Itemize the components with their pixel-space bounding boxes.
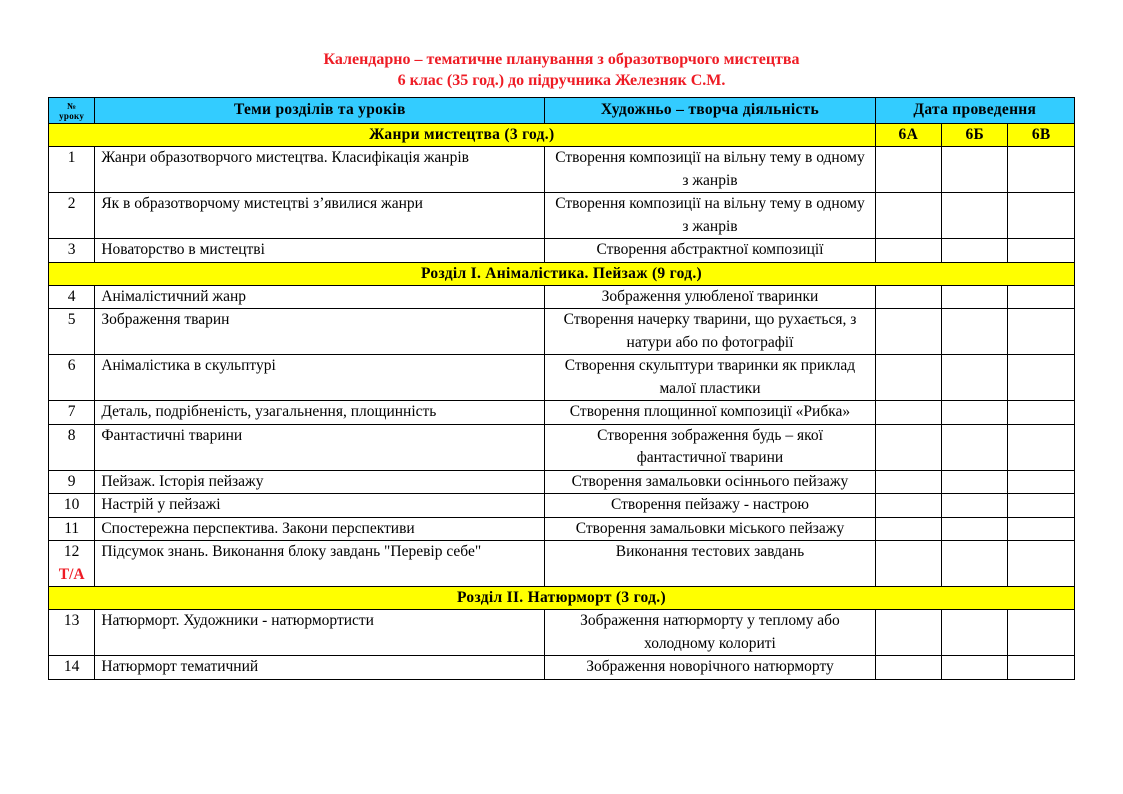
topics-header: Теми розділів та уроків <box>95 98 545 124</box>
class-header-6v: 6В <box>1008 124 1075 147</box>
lesson-topic: Деталь, подрібненість, узагальнення, площинність <box>95 401 545 425</box>
lesson-number: 4 <box>49 285 95 309</box>
date-cell[interactable] <box>1008 193 1075 239</box>
lesson-number-header <box>49 98 95 124</box>
date-cell[interactable] <box>1008 309 1075 355</box>
lesson-activity: Створення композиції на вільну тему в одному з жанрів <box>545 193 875 239</box>
lesson-number: 8 <box>49 424 95 470</box>
lesson-topic: Анімалістичний жанр <box>95 285 545 309</box>
date-cell[interactable] <box>1008 355 1075 401</box>
lesson-number: 9 <box>49 470 95 494</box>
lesson-number: 2 <box>49 193 95 239</box>
lesson-activity: Створення пейзажу - настрою <box>545 494 875 518</box>
table-row <box>49 424 1075 470</box>
activity-header: Художньо – творча діяльність <box>545 98 875 124</box>
date-cell[interactable] <box>1008 285 1075 309</box>
lesson-number: 10 <box>49 494 95 518</box>
date-cell[interactable] <box>875 239 941 263</box>
date-cell[interactable] <box>942 309 1008 355</box>
table-row <box>49 494 1075 518</box>
lesson-activity: Створення площинної композиції «Рибка» <box>545 401 875 425</box>
lesson-number <box>49 541 95 587</box>
lesson-topic: Фантастичні тварини <box>95 424 545 470</box>
table-row <box>49 239 1075 263</box>
lesson-activity: Створення абстрактної композиції <box>545 239 875 263</box>
date-cell[interactable] <box>875 494 941 518</box>
lesson-topic: Спостережна перспектива. Закони перспективи <box>95 517 545 541</box>
lesson-activity: Зображення новорічного натюрморту <box>545 656 875 680</box>
lesson-topic: Пейзаж. Історія пейзажу <box>95 470 545 494</box>
lesson-number: 13 <box>49 610 95 656</box>
date-cell[interactable] <box>1008 470 1075 494</box>
date-cell[interactable] <box>875 470 941 494</box>
table-row <box>49 517 1075 541</box>
lesson-number: 6 <box>49 355 95 401</box>
date-cell[interactable] <box>942 517 1008 541</box>
lesson-topic: Новаторство в мистецтві <box>95 239 545 263</box>
lesson-topic: Зображення тварин <box>95 309 545 355</box>
section-row <box>49 124 1075 147</box>
table-row <box>49 610 1075 656</box>
date-cell[interactable] <box>875 401 941 425</box>
date-cell[interactable] <box>942 541 1008 587</box>
date-cell[interactable] <box>1008 147 1075 193</box>
section-title: Розділ І. Анімалістика. Пейзаж (9 год.) <box>49 262 1075 285</box>
date-cell[interactable] <box>875 309 941 355</box>
date-cell[interactable] <box>942 610 1008 656</box>
lesson-activity: Створення замальовки міського пейзажу <box>545 517 875 541</box>
lesson-topic: Як в образотворчому мистецтві з’явилися жанри <box>95 193 545 239</box>
lesson-number: 5 <box>49 309 95 355</box>
document-title-line-1: Календарно – тематичне планування з образотворчого мистецтва <box>323 51 800 68</box>
date-cell[interactable] <box>1008 494 1075 518</box>
lesson-topic: Настрій у пейзажі <box>95 494 545 518</box>
date-cell[interactable] <box>875 285 941 309</box>
date-cell[interactable] <box>875 541 941 587</box>
date-cell[interactable] <box>942 147 1008 193</box>
lesson-number: 1 <box>49 147 95 193</box>
date-cell[interactable] <box>1008 401 1075 425</box>
date-cell[interactable] <box>875 424 941 470</box>
section-title: Розділ ІІ. Натюрморт (3 год.) <box>49 587 1075 610</box>
section-row <box>49 587 1075 610</box>
lesson-number: 3 <box>49 239 95 263</box>
section-row <box>49 262 1075 285</box>
table-row <box>49 656 1075 680</box>
lesson-activity: Зображення улюбленої тваринки <box>545 285 875 309</box>
date-cell[interactable] <box>1008 239 1075 263</box>
date-cell[interactable] <box>875 610 941 656</box>
date-cell[interactable] <box>1008 517 1075 541</box>
lesson-topic: Натюрморт. Художники - натюрмортисти <box>95 610 545 656</box>
lesson-topic: Підсумок знань. Виконання блоку завдань "Перевір себе" <box>95 541 545 587</box>
date-cell[interactable] <box>942 401 1008 425</box>
table-row <box>49 309 1075 355</box>
date-cell[interactable] <box>942 285 1008 309</box>
table-row <box>49 193 1075 239</box>
lesson-number-header-label: уроку <box>59 110 85 121</box>
lesson-number: 7 <box>49 401 95 425</box>
date-cell[interactable] <box>942 494 1008 518</box>
document-title-line-2: 6 клас (35 год.) до підручника Железняк С.М. <box>397 72 726 89</box>
date-cell[interactable] <box>1008 656 1075 680</box>
assessment-mark: Т/А <box>58 565 85 583</box>
date-cell[interactable] <box>875 656 941 680</box>
planning-table <box>48 97 1075 680</box>
lesson-activity: Створення начерку тварини, що рухається, з натури або по фотографії <box>545 309 875 355</box>
date-cell[interactable] <box>942 355 1008 401</box>
lesson-topic: Анімалістика в скульптурі <box>95 355 545 401</box>
date-cell[interactable] <box>875 147 941 193</box>
lesson-activity: Створення зображення будь – якої фантастичної тварини <box>545 424 875 470</box>
date-cell[interactable] <box>875 193 941 239</box>
lesson-number-value: 12 <box>63 543 80 560</box>
table-row <box>49 147 1075 193</box>
table-row <box>49 401 1075 425</box>
class-header-6b: 6Б <box>942 124 1008 147</box>
lesson-topic: Жанри образотворчого мистецтва. Класифікація жанрів <box>95 147 545 193</box>
table-row <box>49 355 1075 401</box>
date-header: Дата проведення <box>875 98 1074 124</box>
date-cell[interactable] <box>942 424 1008 470</box>
table-row <box>49 541 1075 587</box>
date-cell[interactable] <box>1008 610 1075 656</box>
table-row <box>49 470 1075 494</box>
table-row <box>49 285 1075 309</box>
lesson-number: 14 <box>49 656 95 680</box>
lesson-activity: Створення композиції на вільну тему в одному з жанрів <box>545 147 875 193</box>
date-cell[interactable] <box>875 355 941 401</box>
lesson-activity: Зображення натюрморту у теплому або холодному колориті <box>545 610 875 656</box>
date-cell[interactable] <box>875 517 941 541</box>
date-cell[interactable] <box>1008 541 1075 587</box>
date-cell[interactable] <box>942 656 1008 680</box>
date-cell[interactable] <box>942 239 1008 263</box>
lesson-activity: Створення скульптури тваринки як приклад малої пластики <box>545 355 875 401</box>
date-cell[interactable] <box>942 193 1008 239</box>
lesson-number-header-symbol: № <box>66 100 77 111</box>
lesson-topic: Натюрморт тематичний <box>95 656 545 680</box>
section-title: Жанри мистецтва (3 год.) <box>49 124 876 147</box>
date-cell[interactable] <box>942 470 1008 494</box>
table-header-row <box>49 98 1075 124</box>
class-header-6a: 6А <box>875 124 941 147</box>
lesson-number: 11 <box>49 517 95 541</box>
date-cell[interactable] <box>1008 424 1075 470</box>
lesson-activity: Виконання тестових завдань <box>545 541 875 587</box>
lesson-activity: Створення замальовки осіннього пейзажу <box>545 470 875 494</box>
